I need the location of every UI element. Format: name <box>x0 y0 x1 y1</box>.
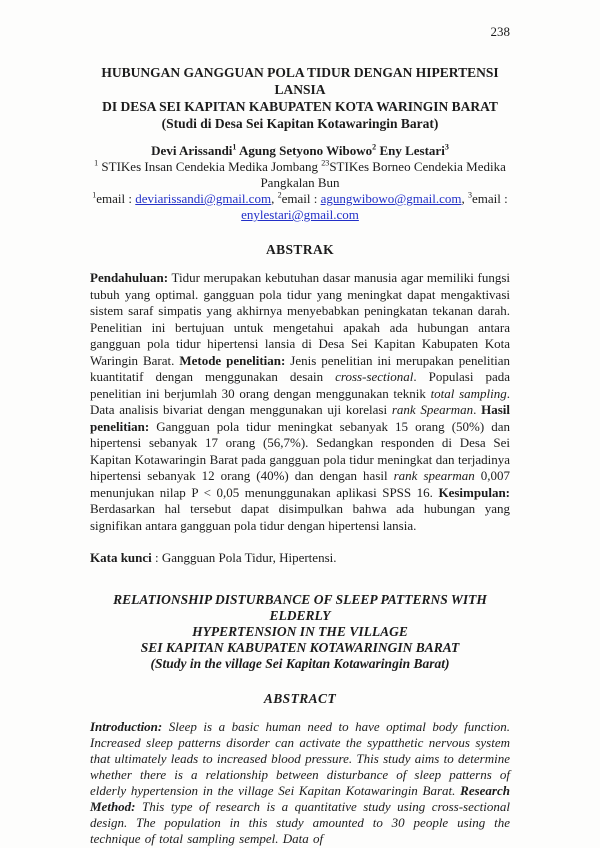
title-indonesian-line-3: (Studi di Desa Sei Kapitan Kotawaringin Barat) <box>161 116 439 131</box>
title-indonesian-line-1: HUBUNGAN GANGGUAN POLA TIDUR DENGAN HIPERTENSI LANSIA <box>101 65 499 97</box>
keywords-line: Kata kunci : Gangguan Pola Tidur, Hipertensi. <box>90 550 337 565</box>
email-link[interactable]: agungwibowo@gmail.com <box>320 191 462 206</box>
title-english <box>90 592 510 672</box>
abstrak-heading: ABSTRAK <box>265 242 335 257</box>
abstract-en-heading: ABSTRACT <box>263 691 337 706</box>
title-english-line-4: (Study in the village Sei Kapitan Kotawaringin Barat) <box>150 656 450 671</box>
authors-line: Devi Arissandi$^1$ Agung Setyono Wibowo$^2$ Eny Lestari$^3$ <box>151 142 449 158</box>
abstract-id-paragraph: Pendahuluan: Tidur merupakan kebutuhan dasar manusia agar memiliki fungsi tubuh yang optimal. gangguan pola tidur yang meningkat dapat mengaktivasi sistem saraf simpatis yang akhirnya menyebabkan peningkatan tekanan darah. Penelitian ini bertujuan untuk mengetahui apakah ada hubungan antara gangguan pola tidur hipertensi lansia di Desa Sei Kapitan Kabupaten Kota Waringin Barat. Metode penelitian: Jenis penelitian ini merupakan penelitian kuantitatif dengan menggunakan desain cross-sectional. Populasi pada penelitian ini berjumlah 30 orang dengan menggunakan teknik total sampling. Data analisis bivariat dengan menggunakan uji korelasi rank Spearman. Hasil penelitian: Gangguan pola tidur meningkat sebanyak 15 orang (50%) dan hipertensi sebanyak 17 orang (56,7%). Sedangkan responden di Desa Sei Kapitan Kotawaringin Barat pada gangguan pola tidur meningkat dan terjadinya hipertensi sebanyak 12 orang (40%) dan dengan hasil rank spearman 0,007 menunjukan nilap P < 0,05 menunggunakan aplikasi SPSS 16. Kesimpulan: Berdasarkan hal tersebut dapat disimpulkan bahwa ada hubungan yang signifikan antara gangguan pola tidur dengan hipertensi lansia. <box>90 270 511 533</box>
affiliation-line: $^1$ STIKes Insan Cendekia Medika Jombang $^{23}$STIKes Borneo Cendekia Medika Pangkalan Bun <box>94 158 506 190</box>
title-indonesian-line-2: DI DESA SEI KAPITAN KABUPATEN KOTA WARINGIN BARAT <box>102 99 498 114</box>
authors-block <box>90 143 510 223</box>
abstract-en-paragraph: Introduction: Sleep is a basic human need to have optimal body function. Increased sleep patterns disorder can activate the sypatthetic nervous system that ultimately leads to increased blood pressure. This study aims to determine whether there is a relationship between disturbance of sleep patterns of elderly hypertension in the village Sei Kapitan Kotawaringin Barat. Research Method: This type of research is a quantitative study using cross-sectional design. The population in this study amounted to 30 people using the technique of total sampling sempel. Data of <box>90 719 510 846</box>
title-english-line-2: HYPERTENSION IN THE VILLAGE <box>192 624 408 639</box>
page-number: 238 <box>490 24 510 39</box>
title-english-line-1: RELATIONSHIP DISTURBANCE OF SLEEP PATTERNS WITH ELDERLY <box>113 592 487 623</box>
emails-line: $^1$email : deviarissandi@gmail.com, $^2$email : agungwibowo@gmail.com, $^3$email : enylestari@gmail.com <box>92 190 508 222</box>
email-link[interactable]: deviarissandi@gmail.com <box>135 191 272 206</box>
title-indonesian <box>90 64 510 132</box>
email-link[interactable]: enylestari@gmail.com <box>241 207 359 222</box>
title-english-line-3: SEI KAPITAN KABUPATEN KOTAWARINGIN BARAT <box>140 640 460 655</box>
